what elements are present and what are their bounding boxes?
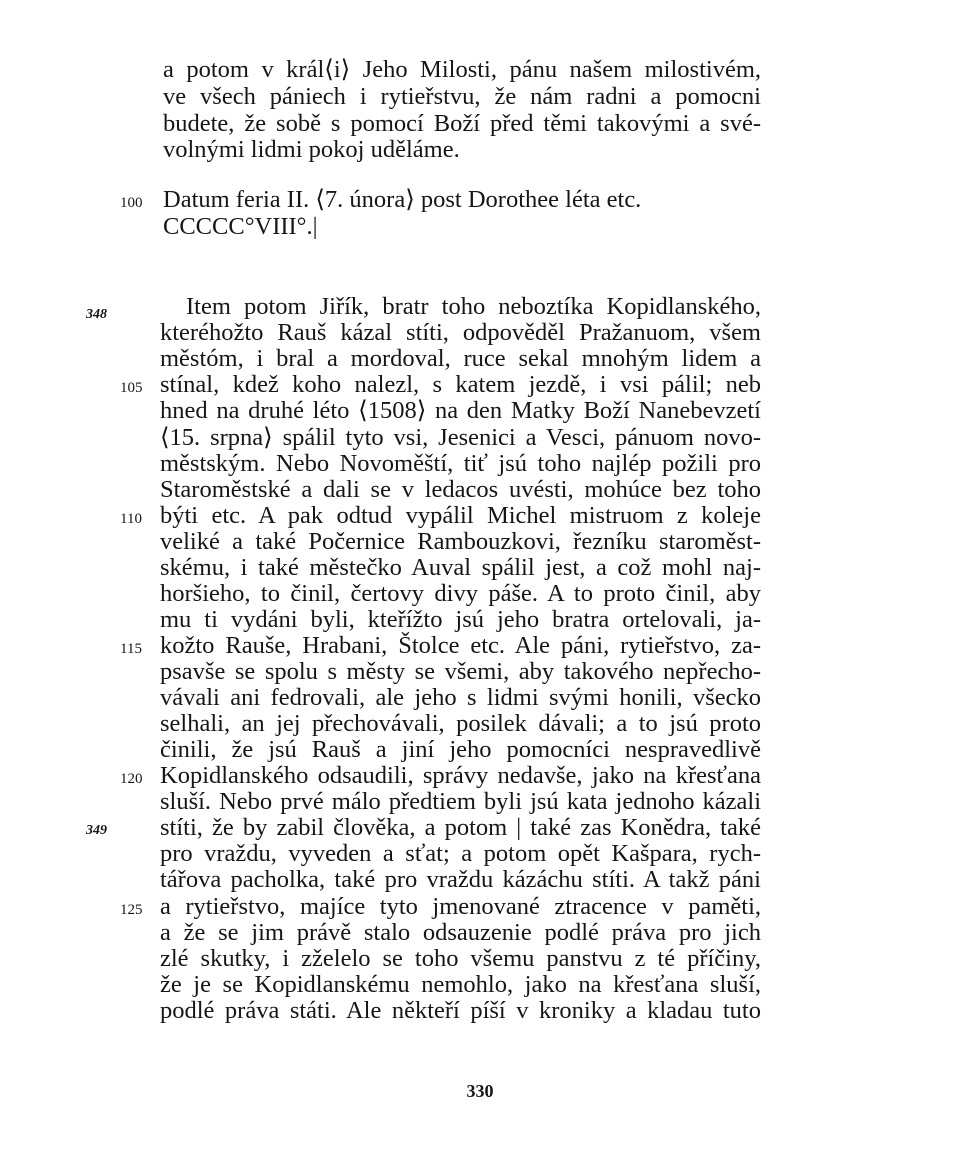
text-line: volnými lidmi pokoj uděláme. [163, 136, 460, 163]
text-line: psavše se spolu s městy se všemi, aby takového nepřecho- [160, 658, 761, 685]
line-number: 120 [120, 771, 143, 787]
text-line: Staroměstské a dali se v ledacos uvésti, mohúce bez toho [160, 476, 761, 503]
text-line: Item potom Jiřík, bratr toho neboztíka Kopidlanského, [186, 293, 761, 320]
text-line: stíti, že by zabil člověka, a potom | také zas Konědra, také [160, 814, 761, 841]
text-line: horšieho, to činil, čertovy divy páše. A to proto činil, aby [160, 580, 761, 607]
text-line: Kopidlanského odsaudili, správy nedavše, jako na křesťana [160, 762, 761, 789]
text-line: pro vraždu, vyveden a sťat; a potom opět Kašpara, rych- [160, 840, 761, 867]
text-line: stínal, kdež koho nalezl, s katem jezdě, i vsi pálil; neb [160, 371, 761, 398]
text-line: hned na druhé léto ⟨1508⟩ na den Matky Boží Nanebevzetí [160, 397, 761, 424]
text-line: tářova pacholka, také pro vraždu kázáchu stíti. A takž páni [160, 866, 761, 893]
line-number: 115 [120, 641, 142, 657]
text-line: a že se jim právě stalo odsauzenie podlé práva pro jich [160, 919, 761, 946]
text-line: budete, že sobě s pomocí Boží před těmi takovými a své- [163, 110, 761, 137]
text-line: zlé skutky, i zželelo se toho všemu panstvu z té příčiny, [160, 945, 761, 972]
text-line: městským. Nebo Novoměští, tiť jsú toho najlép požili pro [160, 450, 761, 477]
text-line: sluší. Nebo prvé málo předtiem byli jsú kata jednoho kázali [160, 788, 761, 815]
text-line: ⟨15. srpna⟩ spálil tyto vsi, Jesenici a Vesci, pánuom novo- [160, 424, 761, 451]
folio-number: 349 [86, 823, 107, 838]
line-number: 100 [120, 195, 143, 211]
text-line: městóm, i bral a mordoval, ruce sekal mnohým lidem a [160, 345, 761, 372]
text-line: že je se Kopidlanskému nemohlo, jako na křesťana sluší, [160, 971, 761, 998]
text-line: kteréhožto Rauš kázal stíti, odpověděl Pražanuom, všem [160, 319, 761, 346]
text-line: mu ti vydáni byli, kteřížto jsú jeho bratra ortelovali, ja- [160, 606, 761, 633]
text-line: a rytieřstvo, majíce tyto jmenované ztracence v paměti, [160, 893, 761, 920]
folio-number: 348 [86, 307, 107, 322]
text-line: býti etc. A pak odtud vypálil Michel mistruom z koleje [160, 502, 761, 529]
text-line: podlé práva státi. Ale někteří píší v kroniky a kladau tuto [160, 997, 761, 1024]
datum-line: Datum feria II. ⟨7. února⟩ post Dorothee léta etc. [163, 186, 642, 213]
text-line: kožto Rauše, Hrabani, Štolce etc. Ale páni, rytieřstvo, za- [160, 632, 761, 659]
page-number: 330 [466, 1081, 494, 1101]
text-line: skému, i také městečko Auval spálil jest, a což mohl naj- [160, 554, 761, 581]
line-number: 110 [120, 511, 142, 527]
datum-line: CCCCC°VIII°.| [163, 213, 318, 240]
text-line: a potom v král⟨i⟩ Jeho Milosti, pánu našem milostivém, [163, 56, 761, 83]
text-line: selhali, an jej přechovávali, posilek dávali; a to jsú proto [160, 710, 761, 737]
line-number: 105 [120, 380, 143, 396]
text-line: činili, že jsú Rauš a jiní jeho pomocníci nespravedlivě [160, 736, 761, 763]
text-line: ve všech pániech i rytieřstvu, že nám radni a pomocni [163, 83, 761, 110]
text-line: vávali ani fedrovali, ale jeho s lidmi svými honili, všecko [160, 684, 761, 711]
text-line: veliké a také Počernice Rambouzkovi, řezníku staroměst- [160, 528, 761, 555]
line-number: 125 [120, 902, 143, 918]
